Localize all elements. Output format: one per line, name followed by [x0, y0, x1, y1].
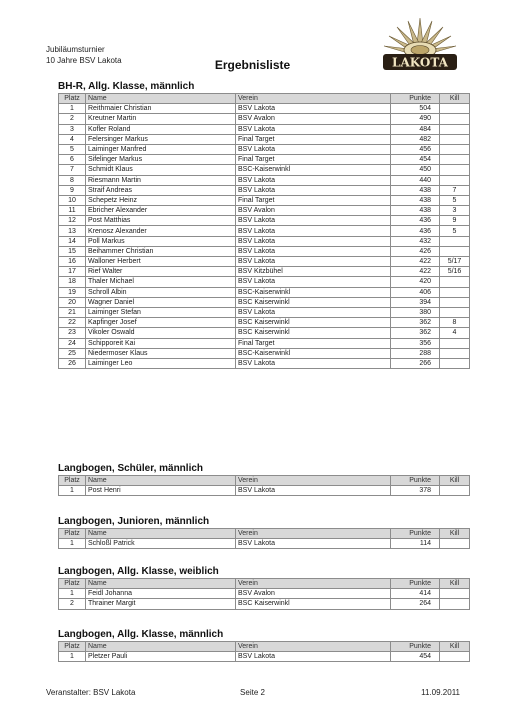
- cell-platz: 21: [59, 307, 86, 317]
- cell-name: Post Matthias: [86, 216, 236, 226]
- logo-text: LAKOTA: [392, 55, 448, 70]
- cell-punkte: 450: [391, 165, 440, 175]
- footer-page-number: Seite 2: [240, 688, 265, 697]
- results-table: [58, 528, 470, 549]
- cell-punkte: 504: [391, 104, 440, 114]
- table-row: [59, 297, 470, 307]
- cell-kill: [440, 165, 470, 175]
- section-bhr-allg-maennlich: [58, 80, 462, 369]
- table-header-row: [59, 579, 470, 589]
- cell-platz: 1: [59, 104, 86, 114]
- cell-punkte: 266: [391, 358, 440, 368]
- cell-name: Vikoler Oswald: [86, 328, 236, 338]
- cell-name: Laiminger Leo: [86, 358, 236, 368]
- cell-platz: 12: [59, 216, 86, 226]
- cell-punkte: 436: [391, 226, 440, 236]
- results-table: [58, 578, 470, 610]
- column-header-verein: Verein: [236, 94, 391, 104]
- cell-punkte: 422: [391, 267, 440, 277]
- column-header-platz: Platz: [59, 94, 86, 104]
- cell-platz: 11: [59, 206, 86, 216]
- cell-platz: 25: [59, 348, 86, 358]
- cell-name: Riesmann Martin: [86, 175, 236, 185]
- section-title: Langbogen, Allg. Klasse, weiblich: [58, 566, 219, 577]
- cell-name: Ebricher Alexander: [86, 206, 236, 216]
- cell-platz: 8: [59, 175, 86, 185]
- table-row: [59, 589, 470, 599]
- cell-verein: BSV Lakota: [236, 539, 391, 549]
- column-header-punkte: Punkte: [391, 476, 440, 486]
- cell-punkte: 482: [391, 134, 440, 144]
- cell-platz: 18: [59, 277, 86, 287]
- column-header-kill: Kill: [440, 579, 470, 589]
- cell-platz: 26: [59, 358, 86, 368]
- footer-date: 11.09.2011: [421, 688, 460, 697]
- cell-punkte: 288: [391, 348, 440, 358]
- cell-punkte: 454: [391, 155, 440, 165]
- table-header-row: [59, 529, 470, 539]
- section-title: Langbogen, Allg. Klasse, männlich: [58, 629, 224, 640]
- cell-kill: [440, 287, 470, 297]
- section-langbogen-junioren-maennlich: [58, 515, 460, 549]
- table-body: [59, 104, 470, 369]
- results-table: [58, 641, 470, 662]
- cell-name: Schloßl Patrick: [86, 539, 236, 549]
- cell-punkte: 456: [391, 144, 440, 154]
- cell-kill: [440, 175, 470, 185]
- cell-name: Felersinger Markus: [86, 134, 236, 144]
- cell-punkte: 438: [391, 195, 440, 205]
- cell-platz: 20: [59, 297, 86, 307]
- cell-verein: BSV Lakota: [236, 216, 391, 226]
- table-row: [59, 328, 470, 338]
- cell-punkte: 484: [391, 124, 440, 134]
- cell-name: Rief Walter: [86, 267, 236, 277]
- table-row: [59, 175, 470, 185]
- column-header-name: Name: [86, 94, 236, 104]
- cell-kill: 9: [440, 216, 470, 226]
- cell-kill: [440, 589, 470, 599]
- cell-verein: Final Target: [236, 338, 391, 348]
- table-row: [59, 338, 470, 348]
- cell-punkte: 264: [391, 599, 440, 609]
- cell-platz: 13: [59, 226, 86, 236]
- cell-name: Kofler Roland: [86, 124, 236, 134]
- cell-platz: 1: [59, 652, 86, 662]
- cell-platz: 15: [59, 246, 86, 256]
- cell-name: Straif Andreas: [86, 185, 236, 195]
- cell-punkte: 380: [391, 307, 440, 317]
- cell-kill: [440, 114, 470, 124]
- cell-kill: [440, 358, 470, 368]
- cell-platz: 2: [59, 114, 86, 124]
- cell-kill: 5/17: [440, 257, 470, 267]
- cell-kill: 5: [440, 226, 470, 236]
- cell-verein: BSV Lakota: [236, 257, 391, 267]
- cell-kill: [440, 124, 470, 134]
- cell-kill: [440, 652, 470, 662]
- column-header-name: Name: [86, 476, 236, 486]
- cell-platz: 6: [59, 155, 86, 165]
- cell-platz: 7: [59, 165, 86, 175]
- table-row: [59, 144, 470, 154]
- cell-verein: BSV Avalon: [236, 589, 391, 599]
- cell-platz: 1: [59, 486, 86, 496]
- column-header-verein: Verein: [236, 642, 391, 652]
- table-row: [59, 358, 470, 368]
- cell-punkte: 438: [391, 206, 440, 216]
- cell-name: Krenosz Alexander: [86, 226, 236, 236]
- cell-platz: 22: [59, 318, 86, 328]
- table-row: [59, 486, 470, 496]
- section-langbogen-allg-weiblich: [58, 565, 460, 610]
- lakota-logo: [380, 14, 460, 74]
- cell-verein: BSV Lakota: [236, 246, 391, 256]
- cell-kill: [440, 155, 470, 165]
- cell-punkte: 432: [391, 236, 440, 246]
- cell-punkte: 414: [391, 589, 440, 599]
- column-header-name: Name: [86, 579, 236, 589]
- cell-verein: BSC Kaiserwinkl: [236, 318, 391, 328]
- cell-punkte: 490: [391, 114, 440, 124]
- cell-punkte: 362: [391, 328, 440, 338]
- table-row: [59, 652, 470, 662]
- cell-verein: BSC Kaiserwinkl: [236, 599, 391, 609]
- event-name: Jubiläumsturnier: [46, 45, 105, 54]
- cell-kill: 3: [440, 206, 470, 216]
- table-row: [59, 257, 470, 267]
- cell-kill: [440, 104, 470, 114]
- cell-platz: 2: [59, 599, 86, 609]
- cell-verein: BSV Lakota: [236, 144, 391, 154]
- cell-platz: 23: [59, 328, 86, 338]
- cell-punkte: 440: [391, 175, 440, 185]
- table-header-row: [59, 642, 470, 652]
- column-header-name: Name: [86, 642, 236, 652]
- cell-kill: [440, 246, 470, 256]
- cell-name: Thaler Michael: [86, 277, 236, 287]
- table-body: [59, 486, 470, 496]
- section-title: BH-R, Allg. Klasse, männlich: [58, 81, 195, 92]
- cell-kill: [440, 539, 470, 549]
- table-row: [59, 195, 470, 205]
- cell-name: Thrainer Margit: [86, 599, 236, 609]
- cell-name: Feidl Johanna: [86, 589, 236, 599]
- cell-name: Poll Markus: [86, 236, 236, 246]
- table-body: [59, 539, 470, 549]
- cell-punkte: 454: [391, 652, 440, 662]
- cell-verein: BSV Lakota: [236, 652, 391, 662]
- section-langbogen-allg-maennlich: [58, 628, 460, 662]
- cell-platz: 5: [59, 144, 86, 154]
- cell-verein: BSV Lakota: [236, 226, 391, 236]
- column-header-kill: Kill: [440, 529, 470, 539]
- cell-verein: BSV Lakota: [236, 277, 391, 287]
- cell-verein: Final Target: [236, 134, 391, 144]
- cell-verein: BSV Lakota: [236, 175, 391, 185]
- cell-name: Reithmaier Christian: [86, 104, 236, 114]
- footer-organizer: Veranstalter: BSV Lakota: [46, 688, 136, 697]
- cell-punkte: 420: [391, 277, 440, 287]
- cell-kill: [440, 144, 470, 154]
- cell-kill: [440, 599, 470, 609]
- cell-kill: [440, 277, 470, 287]
- cell-punkte: 114: [391, 539, 440, 549]
- cell-platz: 24: [59, 338, 86, 348]
- table-row: [59, 124, 470, 134]
- cell-platz: 16: [59, 257, 86, 267]
- cell-verein: BSV Kitzbühel: [236, 267, 391, 277]
- cell-punkte: 356: [391, 338, 440, 348]
- cell-name: Pletzer Pauli: [86, 652, 236, 662]
- column-header-kill: Kill: [440, 476, 470, 486]
- cell-kill: [440, 236, 470, 246]
- cell-name: Beihammer Christian: [86, 246, 236, 256]
- cell-name: Schipporeit Kai: [86, 338, 236, 348]
- event-subtitle: 10 Jahre BSV Lakota: [46, 56, 122, 65]
- cell-name: Walloner Herbert: [86, 257, 236, 267]
- page-title: Ergebnisliste: [214, 58, 291, 72]
- cell-platz: 1: [59, 539, 86, 549]
- cell-name: Laiminger Stefan: [86, 307, 236, 317]
- table-row: [59, 114, 470, 124]
- cell-kill: 5: [440, 195, 470, 205]
- table-row: [59, 155, 470, 165]
- cell-name: Schepetz Heinz: [86, 195, 236, 205]
- cell-kill: [440, 134, 470, 144]
- table-row: [59, 599, 470, 609]
- cell-punkte: 406: [391, 287, 440, 297]
- cell-punkte: 394: [391, 297, 440, 307]
- cell-punkte: 438: [391, 185, 440, 195]
- cell-verein: BSV Avalon: [236, 114, 391, 124]
- cell-verein: BSC-Kaiserwinkl: [236, 165, 391, 175]
- cell-verein: BSC-Kaiserwinkl: [236, 287, 391, 297]
- cell-platz: 3: [59, 124, 86, 134]
- cell-kill: 7: [440, 185, 470, 195]
- cell-kill: [440, 307, 470, 317]
- column-header-platz: Platz: [59, 476, 86, 486]
- cell-kill: 4: [440, 328, 470, 338]
- table-row: [59, 104, 470, 114]
- cell-verein: BSV Lakota: [236, 307, 391, 317]
- cell-name: Schroll Albin: [86, 287, 236, 297]
- column-header-kill: Kill: [440, 94, 470, 104]
- cell-verein: Final Target: [236, 155, 391, 165]
- cell-name: Laiminger Manfred: [86, 144, 236, 154]
- cell-punkte: 436: [391, 216, 440, 226]
- results-table: [58, 475, 470, 496]
- cell-platz: 9: [59, 185, 86, 195]
- cell-platz: 1: [59, 589, 86, 599]
- cell-name: Wagner Daniel: [86, 297, 236, 307]
- table-header-row: [59, 94, 470, 104]
- column-header-punkte: Punkte: [391, 529, 440, 539]
- cell-verein: BSV Lakota: [236, 358, 391, 368]
- table-body: [59, 652, 470, 662]
- table-row: [59, 348, 470, 358]
- table-row: [59, 307, 470, 317]
- cell-kill: 8: [440, 318, 470, 328]
- cell-platz: 4: [59, 134, 86, 144]
- cell-punkte: 426: [391, 246, 440, 256]
- column-header-name: Name: [86, 529, 236, 539]
- table-row: [59, 134, 470, 144]
- cell-platz: 17: [59, 267, 86, 277]
- table-body: [59, 589, 470, 609]
- cell-verein: BSV Lakota: [236, 185, 391, 195]
- table-row: [59, 206, 470, 216]
- cell-platz: 14: [59, 236, 86, 246]
- cell-verein: BSV Lakota: [236, 486, 391, 496]
- table-row: [59, 318, 470, 328]
- cell-name: Kreutner Martin: [86, 114, 236, 124]
- section-langbogen-schueler-maennlich: [58, 462, 460, 496]
- table-row: [59, 165, 470, 175]
- column-header-punkte: Punkte: [391, 579, 440, 589]
- column-header-platz: Platz: [59, 529, 86, 539]
- column-header-platz: Platz: [59, 579, 86, 589]
- cell-verein: BSC Kaiserwinkl: [236, 328, 391, 338]
- cell-verein: BSV Lakota: [236, 104, 391, 114]
- cell-platz: 19: [59, 287, 86, 297]
- column-header-punkte: Punkte: [391, 94, 440, 104]
- cell-name: Kapfinger Josef: [86, 318, 236, 328]
- table-row: [59, 539, 470, 549]
- table-row: [59, 246, 470, 256]
- column-header-kill: Kill: [440, 642, 470, 652]
- table-header-row: [59, 476, 470, 486]
- cell-kill: [440, 297, 470, 307]
- cell-platz: 10: [59, 195, 86, 205]
- cell-kill: 5/16: [440, 267, 470, 277]
- section-title: Langbogen, Junioren, männlich: [58, 516, 210, 527]
- section-title: Langbogen, Schüler, männlich: [58, 463, 204, 474]
- cell-name: Schmidt Klaus: [86, 165, 236, 175]
- column-header-verein: Verein: [236, 476, 391, 486]
- cell-name: Sifelinger Markus: [86, 155, 236, 165]
- table-row: [59, 277, 470, 287]
- cell-kill: [440, 338, 470, 348]
- cell-verein: BSV Lakota: [236, 124, 391, 134]
- results-table: [58, 93, 470, 369]
- cell-name: Post Henri: [86, 486, 236, 496]
- cell-punkte: 422: [391, 257, 440, 267]
- sunburst-icon: [384, 18, 456, 58]
- cell-verein: BSC-Kaiserwinkl: [236, 348, 391, 358]
- cell-kill: [440, 348, 470, 358]
- column-header-verein: Verein: [236, 529, 391, 539]
- column-header-verein: Verein: [236, 579, 391, 589]
- cell-punkte: 362: [391, 318, 440, 328]
- table-row: [59, 287, 470, 297]
- cell-name: Niedermoser Klaus: [86, 348, 236, 358]
- table-row: [59, 185, 470, 195]
- cell-punkte: 378: [391, 486, 440, 496]
- cell-verein: Final Target: [236, 195, 391, 205]
- column-header-platz: Platz: [59, 642, 86, 652]
- cell-verein: BSC Kaiserwinkl: [236, 297, 391, 307]
- cell-verein: BSV Avalon: [236, 206, 391, 216]
- table-row: [59, 226, 470, 236]
- cell-verein: BSV Lakota: [236, 236, 391, 246]
- table-row: [59, 216, 470, 226]
- column-header-punkte: Punkte: [391, 642, 440, 652]
- table-row: [59, 236, 470, 246]
- cell-kill: [440, 486, 470, 496]
- table-row: [59, 267, 470, 277]
